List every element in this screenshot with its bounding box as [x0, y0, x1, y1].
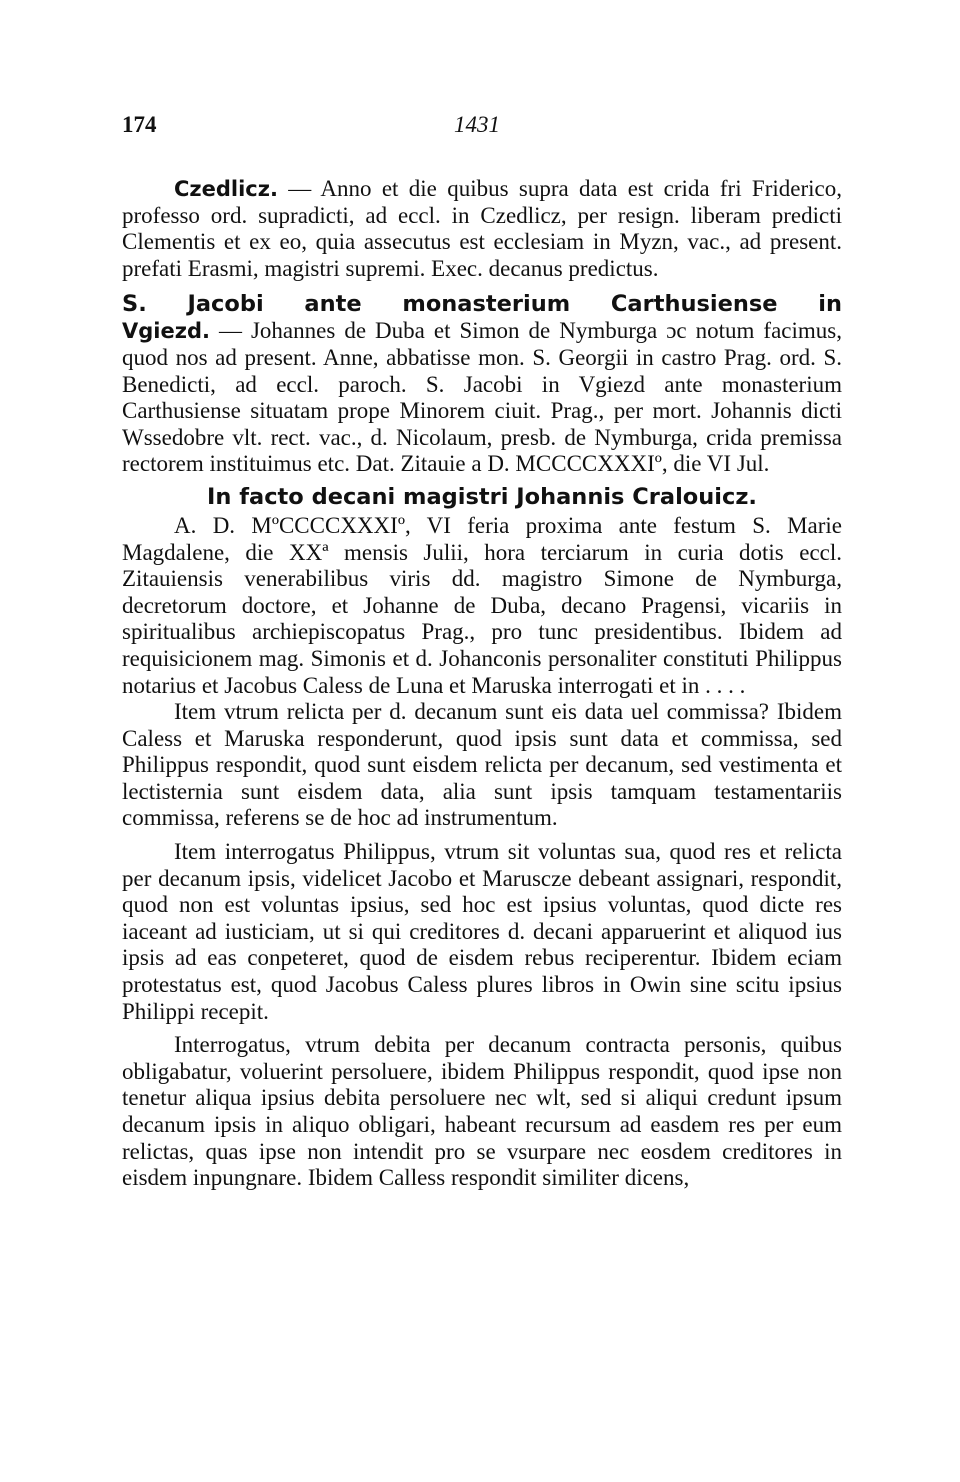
- paragraph-facto-3: Item interrogatus Philippus, vtrum sit voluntas sua, quod res et relicta per decanum ipsis, videlicet Jacobo et Maruscze debeant assignari, respondit, quod non est voluntas ipsius, sed hoc est ipsius voluntas, quod dicte res iaceant ad iusticiam, ut si qui creditores d. decani apparuerint et aliquod ius ipsis ad eas conpeteret, quod de eisdem rebus reciperentur. Ibidem eciam protestatus est, quod Jacobus Caless plures libros in Owin sine scitu ipsius Philippi recepit.: [122, 839, 842, 1024]
- entry-lead-jacobi: Vgiezd.: [122, 319, 210, 344]
- page-number: 174: [122, 112, 157, 137]
- body-text: [122, 176, 842, 1192]
- running-head: [122, 112, 842, 152]
- book-page: [122, 112, 842, 1192]
- paragraph-facto-4: Interrogatus, vtrum debita per decanum contracta personis, quibus obligabatur, voluerint persoluere, ibidem Philippus respondit, quod ipse non tenetur aliqua ipsius debita persoluere nec wlt, sed si aliqui credunt ipsum decanum ipsis in aliquo obligari, habeant recursum ad easdem res per eum relictas, quas ipse non intendit pro se vsurpare nec eosdem creditores in eisdem inpungnare. Ibidem Calless respondit similiter dicens,: [122, 1032, 842, 1191]
- entry-text-jacobi: — Johannes de Duba et Simon de Nymburga ɔc notum facimus, quod nos ad present. Anne, abbatisse mon. S. Georgii in castro Prag. ord. S. Benedicti, ad eccl. paroch. S. Jacobi in Vgiezd ante monasterium Carthusiense situatam prope Minorem ciuit. Prag., per mort. Johannis dicti Wssedobre vlt. rect. vac., d. Nicolaum, presb. de Nymburga, crida premissa rectorem instituimus etc. Dat. Zitauie a D. MCCCCXXXIº, die VI Jul.: [122, 318, 842, 477]
- paragraph-facto-2: Item vtrum relicta per d. decanum sunt eis data uel commissa? Ibidem Caless et Maruska responderunt, quod ipsis sunt data et commissa, sed Philippus respondit, quod sunt eisdem relicta per decanum, sed vestimenta et lectisternia sunt eisdem data, alia sunt ipsis tamquam testamentariis commissa, referens se de hoc ad instrumentum.: [122, 699, 842, 831]
- entry-text-czedlicz: — Anno et die quibus supra data est crida fri Friderico, professo ord. supradicti, ad eccl. in Czedlicz, per resign. liberam predicti Clementis et ex eo, quia assecutus est ecclesiam in Myzn, vac., ad present. prefati Erasmi, magistri supremi. Exec. decanus predictus.: [122, 176, 842, 281]
- entry-czedlicz: [122, 176, 842, 282]
- paragraph-facto-1: A. D. MºCCCCXXXIº, VI feria proxima ante festum S. Marie Magdalene, die XXª mensis Julii, hora terciarum in curia dotis eccl. Zitauiensis venerabilibus viris dd. magistro Simone de Nymburga, decretorum doctore, et Johanne de Duba, decano Pragensi, vicariis in spiritualibus archiepiscopatus Prag., pro tunc presidentibus. Ibidem ad requisicionem mag. Simonis et d. Johanconis personaliter constituti Philippus notarius et Jacobus Caless de Luna et Maruska interrogati et in . . . .: [122, 512, 842, 698]
- entry-lead-czedlicz: Czedlicz.: [174, 177, 278, 201]
- entry-jacobi: [122, 318, 842, 478]
- page-year: 1431: [454, 112, 500, 137]
- section-heading-jacobi: S. Jacobi ante monasterium Carthusiense in: [122, 291, 842, 318]
- section-heading-facto: In facto decani magistri Johannis Cralouicz.: [207, 483, 757, 510]
